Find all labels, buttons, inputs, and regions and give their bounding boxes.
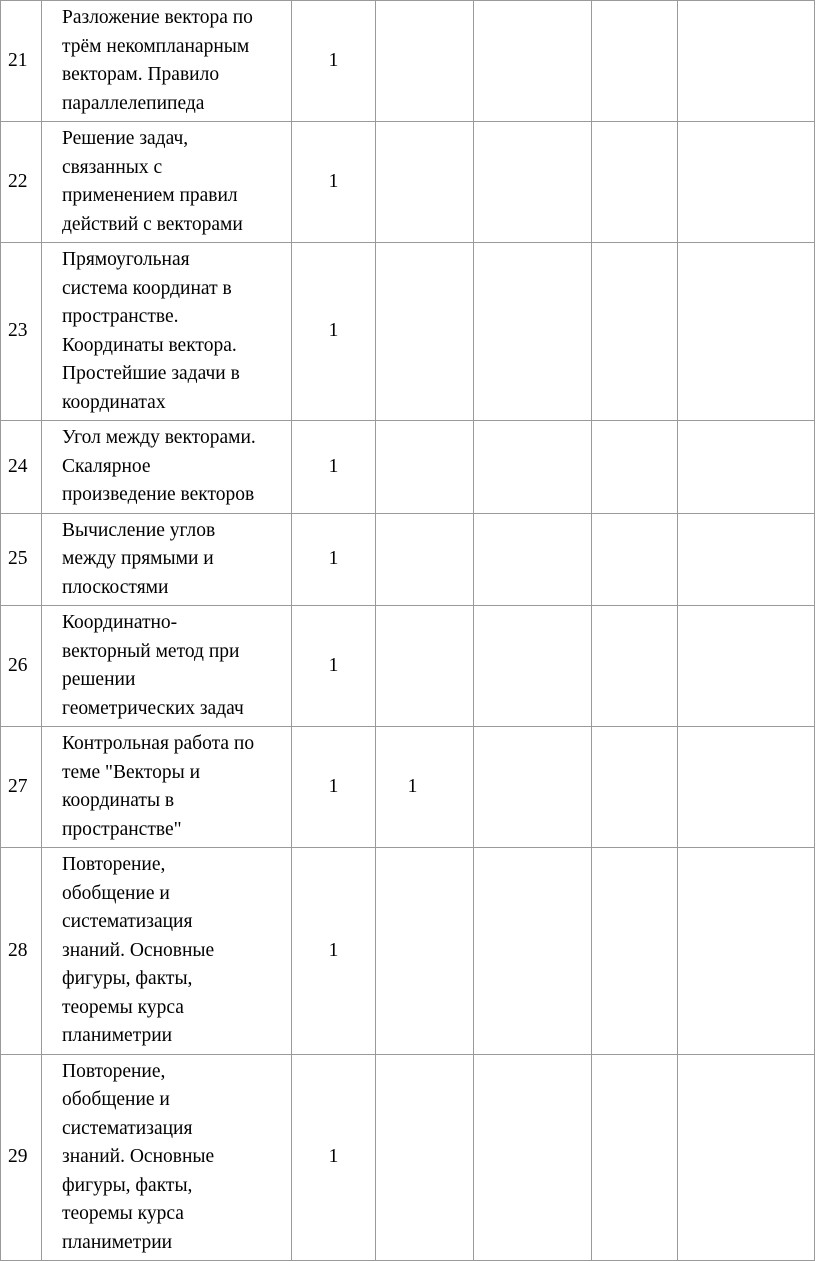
topic-line: фигуры, факты, [62, 1174, 193, 1196]
lesson-number: 27 [1, 727, 42, 848]
topic-line: координатах [62, 391, 166, 413]
empty-cell [474, 421, 592, 514]
table-row [1, 848, 815, 1055]
topic-line: связанных с [62, 156, 163, 178]
lesson-topic [42, 1054, 292, 1261]
lesson-topic [42, 243, 292, 421]
empty-cell [592, 421, 678, 514]
empty-cell [592, 727, 678, 848]
empty-cell [474, 1054, 592, 1261]
topic-line: знаний. Основные [62, 939, 215, 961]
lesson-hours: 1 [292, 848, 376, 1055]
lesson-number: 23 [1, 243, 42, 421]
lesson-number: 28 [1, 848, 42, 1055]
empty-cell [678, 848, 815, 1055]
empty-cell [678, 421, 815, 514]
table-row [1, 1054, 815, 1261]
lesson-topic [42, 1, 292, 122]
empty-cell [678, 606, 815, 727]
empty-cell [678, 727, 815, 848]
control-work-count [376, 513, 474, 606]
lesson-hours: 1 [292, 243, 376, 421]
topic-line: Координаты вектора. [62, 334, 237, 356]
topic-line: применением правил [62, 185, 238, 206]
topic-line: Скалярное [62, 455, 151, 477]
empty-cell [474, 122, 592, 243]
empty-cell [474, 1, 592, 122]
lesson-topic [42, 421, 292, 514]
table-row [1, 727, 815, 848]
table-row [1, 513, 815, 606]
topic-line: пространстве" [62, 818, 182, 840]
control-work-count [376, 243, 474, 421]
lesson-hours: 1 [292, 122, 376, 243]
empty-cell [592, 122, 678, 243]
lesson-hours: 1 [292, 513, 376, 606]
topic-line: Прямоугольная [62, 249, 190, 270]
lesson-hours: 1 [292, 606, 376, 727]
topic-line: векторам. Правило [62, 64, 220, 85]
table-row [1, 122, 815, 243]
lesson-number: 26 [1, 606, 42, 727]
empty-cell [474, 243, 592, 421]
empty-cell [474, 727, 592, 848]
lesson-number: 29 [1, 1054, 42, 1261]
topic-line: систематизация [62, 911, 193, 932]
empty-cell [678, 243, 815, 421]
topic-line: система координат в [62, 277, 232, 299]
topic-line: планиметрии [62, 1231, 173, 1253]
lesson-number: 22 [1, 122, 42, 243]
topic-line: параллелепипеда [62, 92, 205, 114]
topic-line: планиметрии [62, 1025, 173, 1046]
topic-line: решении [62, 669, 136, 690]
control-work-count: 1 [376, 727, 474, 848]
topic-line: обобщение и [62, 1089, 170, 1110]
topic-line: произведение векторов [62, 484, 255, 505]
lesson-hours: 1 [292, 421, 376, 514]
control-work-count [376, 1, 474, 122]
topic-line: теоремы курса [62, 996, 184, 1018]
empty-cell [592, 1, 678, 122]
table-row [1, 421, 815, 514]
empty-cell [678, 1054, 815, 1261]
control-work-count [376, 122, 474, 243]
lesson-topic [42, 513, 292, 606]
topic-line: фигуры, факты, [62, 968, 193, 989]
topic-line: Контрольная работа по [62, 733, 255, 754]
topic-line: Повторение, [62, 854, 166, 875]
empty-cell [678, 1, 815, 122]
empty-cell [592, 513, 678, 606]
control-work-count [376, 1054, 474, 1261]
empty-cell [678, 122, 815, 243]
table-body [1, 1, 815, 1261]
table-row [1, 243, 815, 421]
lesson-topic [42, 606, 292, 727]
topic-line: векторный метод при [62, 640, 240, 662]
topic-line: пространстве. [62, 306, 179, 327]
topic-line: Координатно- [62, 612, 178, 633]
lesson-number: 25 [1, 513, 42, 606]
topic-line: теме "Векторы и [62, 761, 201, 783]
topic-line: Повторение, [62, 1060, 166, 1082]
empty-cell [474, 513, 592, 606]
topic-line: плоскостями [62, 576, 169, 598]
empty-cell [592, 243, 678, 421]
table-row [1, 606, 815, 727]
topic-line: между прямыми и [62, 548, 214, 569]
control-work-count [376, 606, 474, 727]
topic-line: Разложение вектора по [62, 7, 253, 28]
empty-cell [592, 1054, 678, 1261]
topic-line: Вычисление углов [62, 519, 216, 541]
table-row [1, 1, 815, 122]
empty-cell [474, 848, 592, 1055]
topic-line: Решение задач, [62, 128, 189, 149]
lesson-number: 21 [1, 1, 42, 122]
topic-line: Угол между векторами. [62, 427, 256, 448]
lesson-number: 24 [1, 421, 42, 514]
topic-line: теоремы курса [62, 1203, 184, 1224]
lesson-hours: 1 [292, 727, 376, 848]
lesson-topic [42, 122, 292, 243]
control-work-count [376, 421, 474, 514]
empty-cell [678, 513, 815, 606]
lesson-hours: 1 [292, 1054, 376, 1261]
empty-cell [592, 848, 678, 1055]
topic-line: геометрических задач [62, 697, 244, 719]
lesson-topic [42, 727, 292, 848]
topic-line: обобщение и [62, 882, 170, 904]
topic-line: трём некомпланарным [62, 35, 250, 57]
empty-cell [474, 606, 592, 727]
control-work-count [376, 848, 474, 1055]
lesson-topic [42, 848, 292, 1055]
topic-line: координаты в [62, 790, 175, 811]
topic-line: знаний. Основные [62, 1146, 215, 1167]
topic-line: систематизация [62, 1117, 193, 1139]
topic-line: Простейшие задачи в [62, 363, 240, 384]
empty-cell [592, 606, 678, 727]
lesson-hours: 1 [292, 1, 376, 122]
topic-line: действий с векторами [62, 213, 243, 235]
